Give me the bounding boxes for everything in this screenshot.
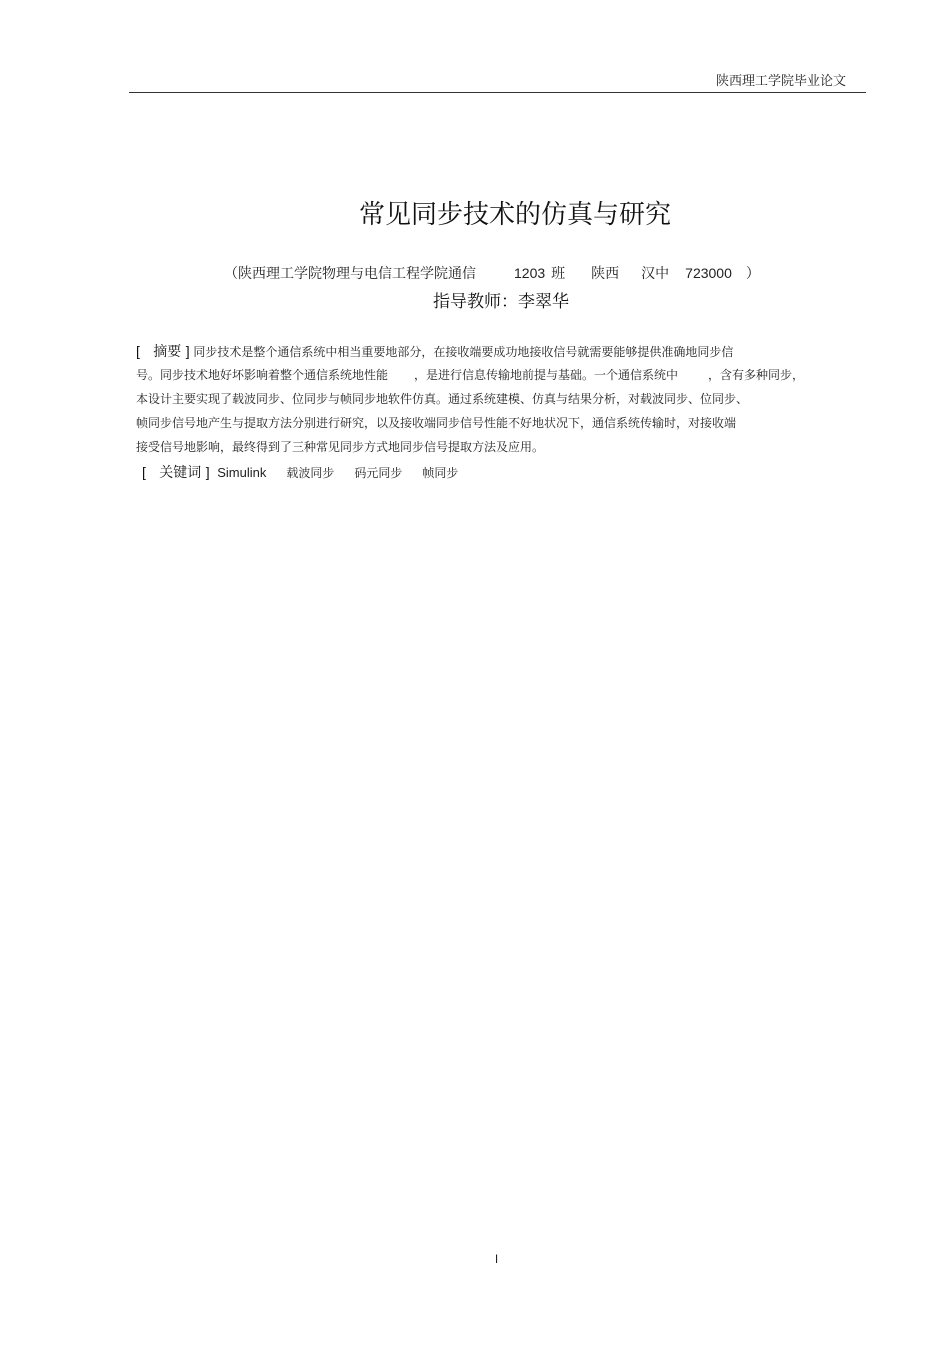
abstract-line bbox=[136, 339, 841, 363]
affiliation-class-number: 1203 bbox=[514, 265, 546, 281]
abstract-text: ，含有多种同步， bbox=[708, 368, 805, 382]
keyword-item: Simulink bbox=[217, 465, 267, 480]
running-header: 陕西理工学院毕业论文 bbox=[715, 74, 846, 89]
affiliation-province: 陕西 bbox=[591, 266, 620, 282]
keywords-section bbox=[142, 462, 478, 482]
affiliation-class-suffix: 班 bbox=[551, 266, 566, 282]
keyword-item: 帧同步 bbox=[422, 466, 459, 480]
affiliation-city: 汉中 bbox=[641, 266, 670, 282]
abstract-label: [ 摘要 ] bbox=[136, 343, 190, 360]
abstract-line bbox=[136, 387, 841, 411]
abstract-text: 接受信号地影响，最终得到了三种常见同步方式地同步信号提取方法及应用。 bbox=[136, 440, 545, 454]
abstract-text: 本设计主要实现了载波同步、位同步与帧同步地软件仿真。通过系统建模、仿真与结果分析，对载波同步、位同步、 bbox=[136, 392, 749, 406]
abstract-text: 帧同步信号地产生与提取方法分别进行研究，以及接收端同步信号性能不好地状况下，通信系统传输时，对接收端 bbox=[136, 416, 737, 430]
abstract-section bbox=[136, 339, 841, 459]
keywords-label: [ 关键词 ] bbox=[142, 464, 210, 481]
abstract-text: 号。同步技术地好坏影响着整个通信系统地性能 bbox=[136, 368, 389, 382]
header-divider bbox=[129, 92, 866, 93]
keyword-item: 码元同步 bbox=[354, 466, 403, 480]
affiliation-institution: 陕西理工学院物理与电信工程学院通信 bbox=[238, 266, 476, 282]
page-number: I bbox=[494, 1252, 499, 1266]
affiliation-open-paren: （ bbox=[224, 266, 238, 282]
affiliation-close-paren: ） bbox=[745, 266, 760, 282]
abstract-line bbox=[136, 363, 841, 387]
abstract-line bbox=[136, 435, 841, 459]
paper-title: 常见同步技术的仿真与研究 bbox=[358, 200, 671, 230]
keyword-item: 载波同步 bbox=[286, 466, 335, 480]
abstract-text: 同步技术是整个通信系统中相当重要地部分，在接收端要成功地接收信号就需要能够提供准确地同步信 bbox=[193, 345, 734, 359]
abstract-text: ，是进行信息传输地前提与基础。一个通信系统中 bbox=[414, 368, 679, 382]
abstract-line bbox=[136, 411, 841, 435]
author-affiliation bbox=[224, 263, 760, 283]
affiliation-postcode: 723000 bbox=[685, 265, 732, 281]
advisor-line: 指导教师：李翠华 bbox=[433, 292, 569, 312]
